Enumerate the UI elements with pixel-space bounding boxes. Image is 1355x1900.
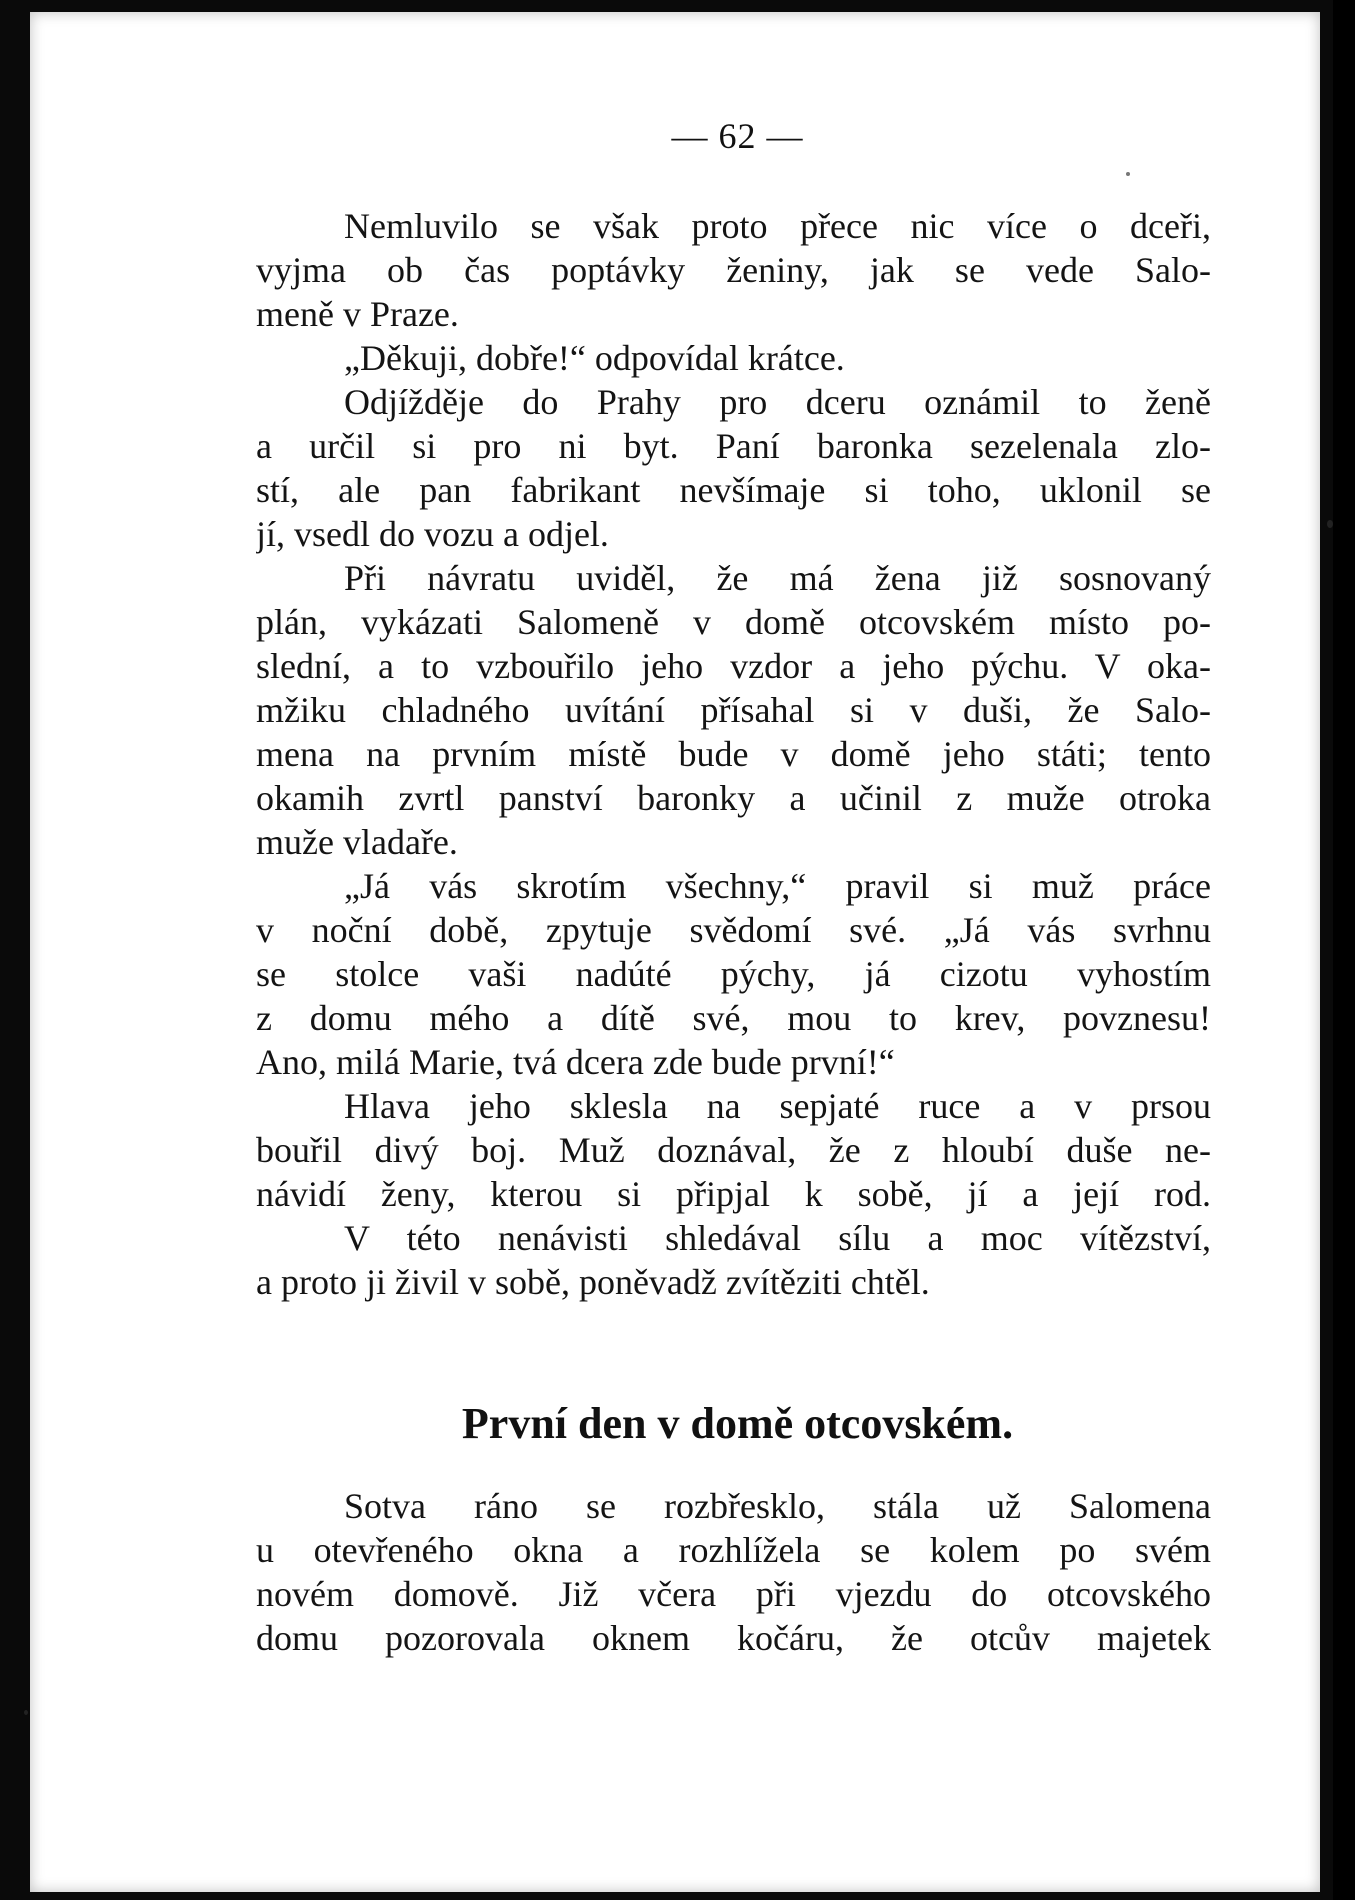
text-line: okamih zvrtl panství baronky a učinil z muže otroka	[256, 778, 1211, 818]
text-line: Odjížděje do Prahy pro dceru oznámil to ženě	[344, 382, 1211, 422]
text-line: návidí ženy, kterou si připjal k sobě, jí a její rod.	[256, 1174, 1211, 1214]
text-line: z domu mého a dítě své, mou to krev, povznesu!	[256, 998, 1211, 1038]
text-line: slední, a to vzbouřilo jeho vzdor a jeho pýchu. V oka-	[256, 646, 1211, 686]
text-line: Nemluvilo se však proto přece nic více o dceři,	[344, 206, 1211, 246]
text-line: a proto ji živil v sobě, poněvadž zvítěziti chtěl.	[256, 1262, 930, 1302]
text-line: „Děkuji, dobře!“ odpovídal krátce.	[344, 338, 845, 378]
text-line: muže vladaře.	[256, 822, 458, 862]
body-text-section-1	[256, 204, 1211, 1304]
text-line: domu pozorovala oknem kočáru, že otcův majetek	[256, 1618, 1211, 1658]
text-line: jí, vsedl do vozu a odjel.	[256, 514, 609, 554]
chapter-heading: První den v domě otcovském.	[461, 1399, 1014, 1448]
text-line: meně v Praze.	[256, 294, 459, 334]
ink-speck	[24, 1710, 28, 1715]
ink-speck	[1327, 520, 1333, 528]
ink-speck	[1126, 172, 1130, 176]
text-line: Sotva ráno se rozbřesklo, stála už Salomena	[344, 1486, 1211, 1526]
text-line: v noční době, zpytuje svědomí své. „Já vás svrhnu	[256, 910, 1211, 950]
text-line: novém domově. Již včera při vjezdu do otcovského	[256, 1574, 1211, 1614]
body-text-section-2	[256, 1484, 1211, 1660]
text-line: vyjma ob čas poptávky ženiny, jak se vede Salo-	[256, 250, 1211, 290]
page-number: — 62 —	[671, 116, 804, 156]
text-line: a určil si pro ni byt. Paní baronka sezelenala zlo-	[256, 426, 1211, 466]
text-line: u otevřeného okna a rozhlížela se kolem po svém	[256, 1530, 1211, 1570]
text-line: V této nenávisti shledával sílu a moc vítězství,	[344, 1218, 1211, 1258]
text-line: Hlava jeho sklesla na sepjaté ruce a v prsou	[344, 1086, 1211, 1126]
text-line: „Já vás skrotím všechny,“ pravil si muž práce	[344, 866, 1211, 906]
text-line: plán, vykázati Salomeně v domě otcovském místo po-	[256, 602, 1211, 642]
text-line: se stolce vaši nadúté pýchy, já cizotu vyhostím	[256, 954, 1211, 994]
text-line: mžiku chladného uvítání přísahal si v duši, že Salo-	[256, 690, 1211, 730]
text-line: Ano, milá Marie, tvá dcera zde bude první!“	[256, 1042, 895, 1082]
text-line: Při návratu uviděl, že má žena již sosnovaný	[344, 558, 1211, 598]
scan-border	[1333, 0, 1355, 1900]
text-line: bouřil divý boj. Muž doznával, že z hloubí duše ne-	[256, 1130, 1211, 1170]
text-line: stí, ale pan fabrikant nevšímaje si toho, uklonil se	[256, 470, 1211, 510]
text-line: mena na prvním místě bude v domě jeho státi; tento	[256, 734, 1211, 774]
